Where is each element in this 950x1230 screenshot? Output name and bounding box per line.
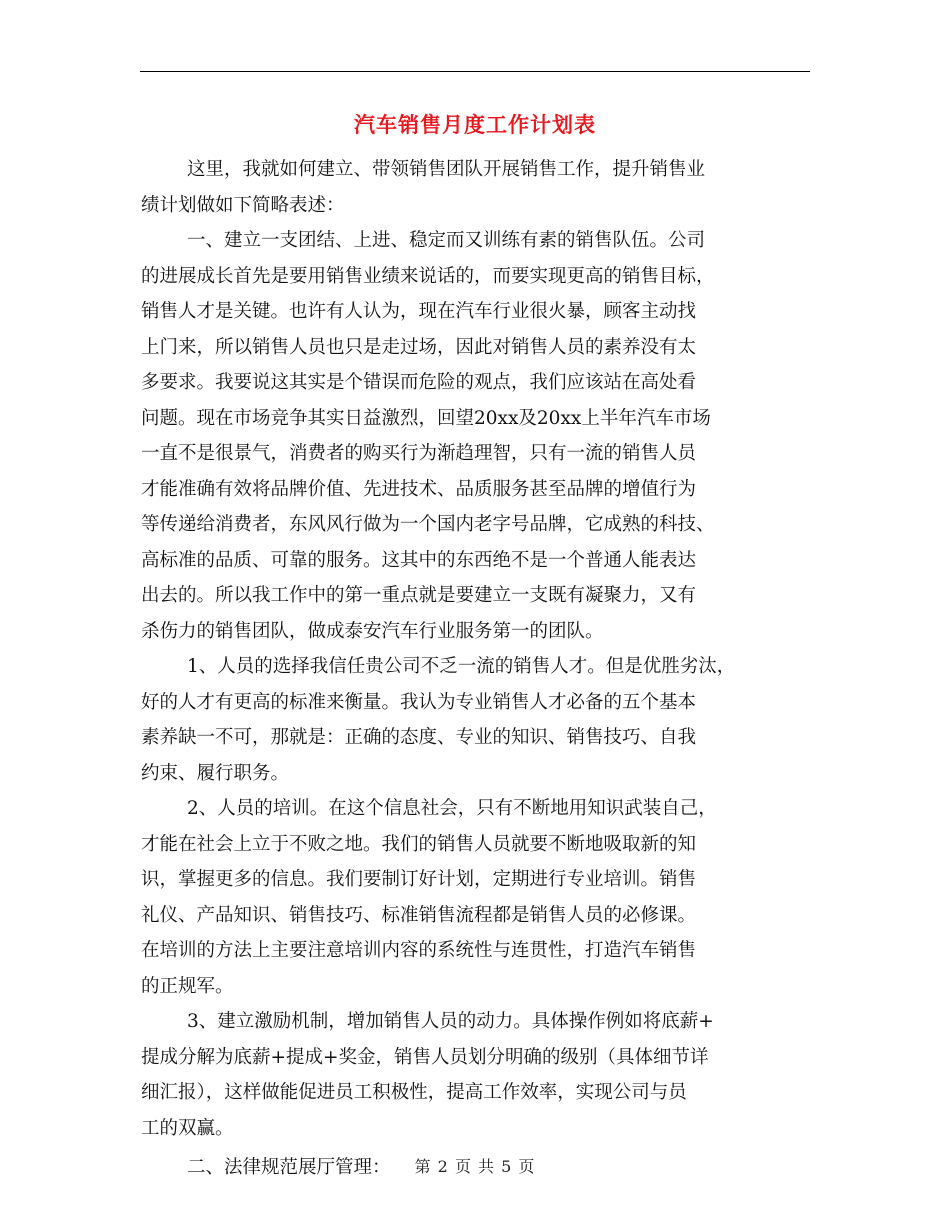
text-line: 3、建立激励机制，增加销售人员的动力。具体操作例如将底薪+: [187, 1011, 714, 1032]
text-line: 约束、履行职务。: [141, 762, 290, 784]
paragraph-incentives: [141, 1004, 816, 1146]
text-line: 销售人才是关键。也许有人认为，现在汽车行业很火暴，顾客主动找: [141, 301, 697, 322]
text-line: 素养缺一不可，那就是：正确的态度、专业的知识、销售技巧、自我: [141, 727, 697, 748]
text-line: 等传递给消费者，东风风行做为一个国内老字号品牌，它成熟的科技、: [141, 514, 715, 535]
text-line: 识，掌握更多的信息。我们要制订好计划，定期进行专业培训。销售: [141, 869, 697, 890]
text-line: 2、人员的培训。在这个信息社会，只有不断地用知识武装自己，: [187, 798, 717, 819]
text-line: 二、法律规范展厅管理：: [187, 1157, 391, 1178]
document-body: [141, 152, 816, 1186]
text-line: 提成分解为底薪+提成+奖金，销售人员划分明确的级别（具体细节详: [141, 1046, 709, 1068]
paragraph-intro: [141, 152, 816, 223]
text-line: 一直不是很景气，消费者的购买行为渐趋理智，只有一流的销售人员: [141, 443, 697, 464]
text-line: 出去的。所以我工作中的第一重点就是要建立一支既有凝聚力，又有: [141, 585, 697, 606]
text-line: 高标准的品质、可靠的服务。这其中的东西绝不是一个普通人能表达: [141, 549, 697, 571]
text-line: 1、人员的选择我信任贵公司不乏一流的销售人才。但是优胜劣汰，: [187, 656, 736, 677]
text-line: 好的人才有更高的标准来衡量。我认为专业销售人才必备的五个基本: [141, 691, 697, 713]
paragraph-staff-training: [141, 791, 816, 1004]
text-line: 的正规军。: [141, 975, 234, 997]
header-rule: [140, 71, 810, 72]
text-line: 在培训的方法上主要注意培训内容的系统性与连贯性，打造汽车销售: [141, 940, 697, 961]
text-line: 的进展成长首先是要用销售业绩来说话的，而要实现更高的销售目标，: [141, 265, 715, 287]
text-line: 绩计划做如下简略表述：: [141, 194, 345, 216]
paragraph-staff-selection: [141, 649, 816, 791]
document-title: 汽车销售月度工作计划表: [354, 112, 596, 137]
text-line: 才能准确有效将品牌价值、先进技术、品质服务甚至品牌的增值行为: [141, 478, 697, 500]
text-line: 才能在社会上立于不败之地。我们的销售人员就要不断地吸取新的知: [141, 833, 697, 855]
text-line: 一、建立一支团结、上进、稳定而又训练有素的销售队伍。公司: [187, 230, 706, 251]
text-line: 问题。现在市场竞争其实日益激烈，回望20xx及20xx上半年汽车市场: [141, 407, 711, 429]
page-number-footer: 第 2 页 共 5 页: [414, 1157, 536, 1176]
text-line: 杀伤力的销售团队，做成泰安汽车行业服务第一的团队。: [141, 620, 604, 642]
text-line: 礼仪、产品知识、销售技巧、标准销售流程都是销售人员的必修课。: [141, 904, 697, 926]
text-line: 多要求。我要说这其实是个错误而危险的观点，我们应该站在高处看: [141, 372, 697, 393]
text-line: 细汇报），这样做能促进员工积极性，提高工作效率，实现公司与员: [141, 1082, 687, 1103]
text-line: 这里，我就如何建立、带领销售团队开展销售工作，提升销售业: [187, 159, 706, 180]
text-line: 工的双赢。: [141, 1117, 234, 1139]
paragraph-section-1: [141, 223, 816, 649]
text-line: 上门来，所以销售人员也只是走过场，因此对销售人员的素养没有太: [141, 336, 697, 358]
